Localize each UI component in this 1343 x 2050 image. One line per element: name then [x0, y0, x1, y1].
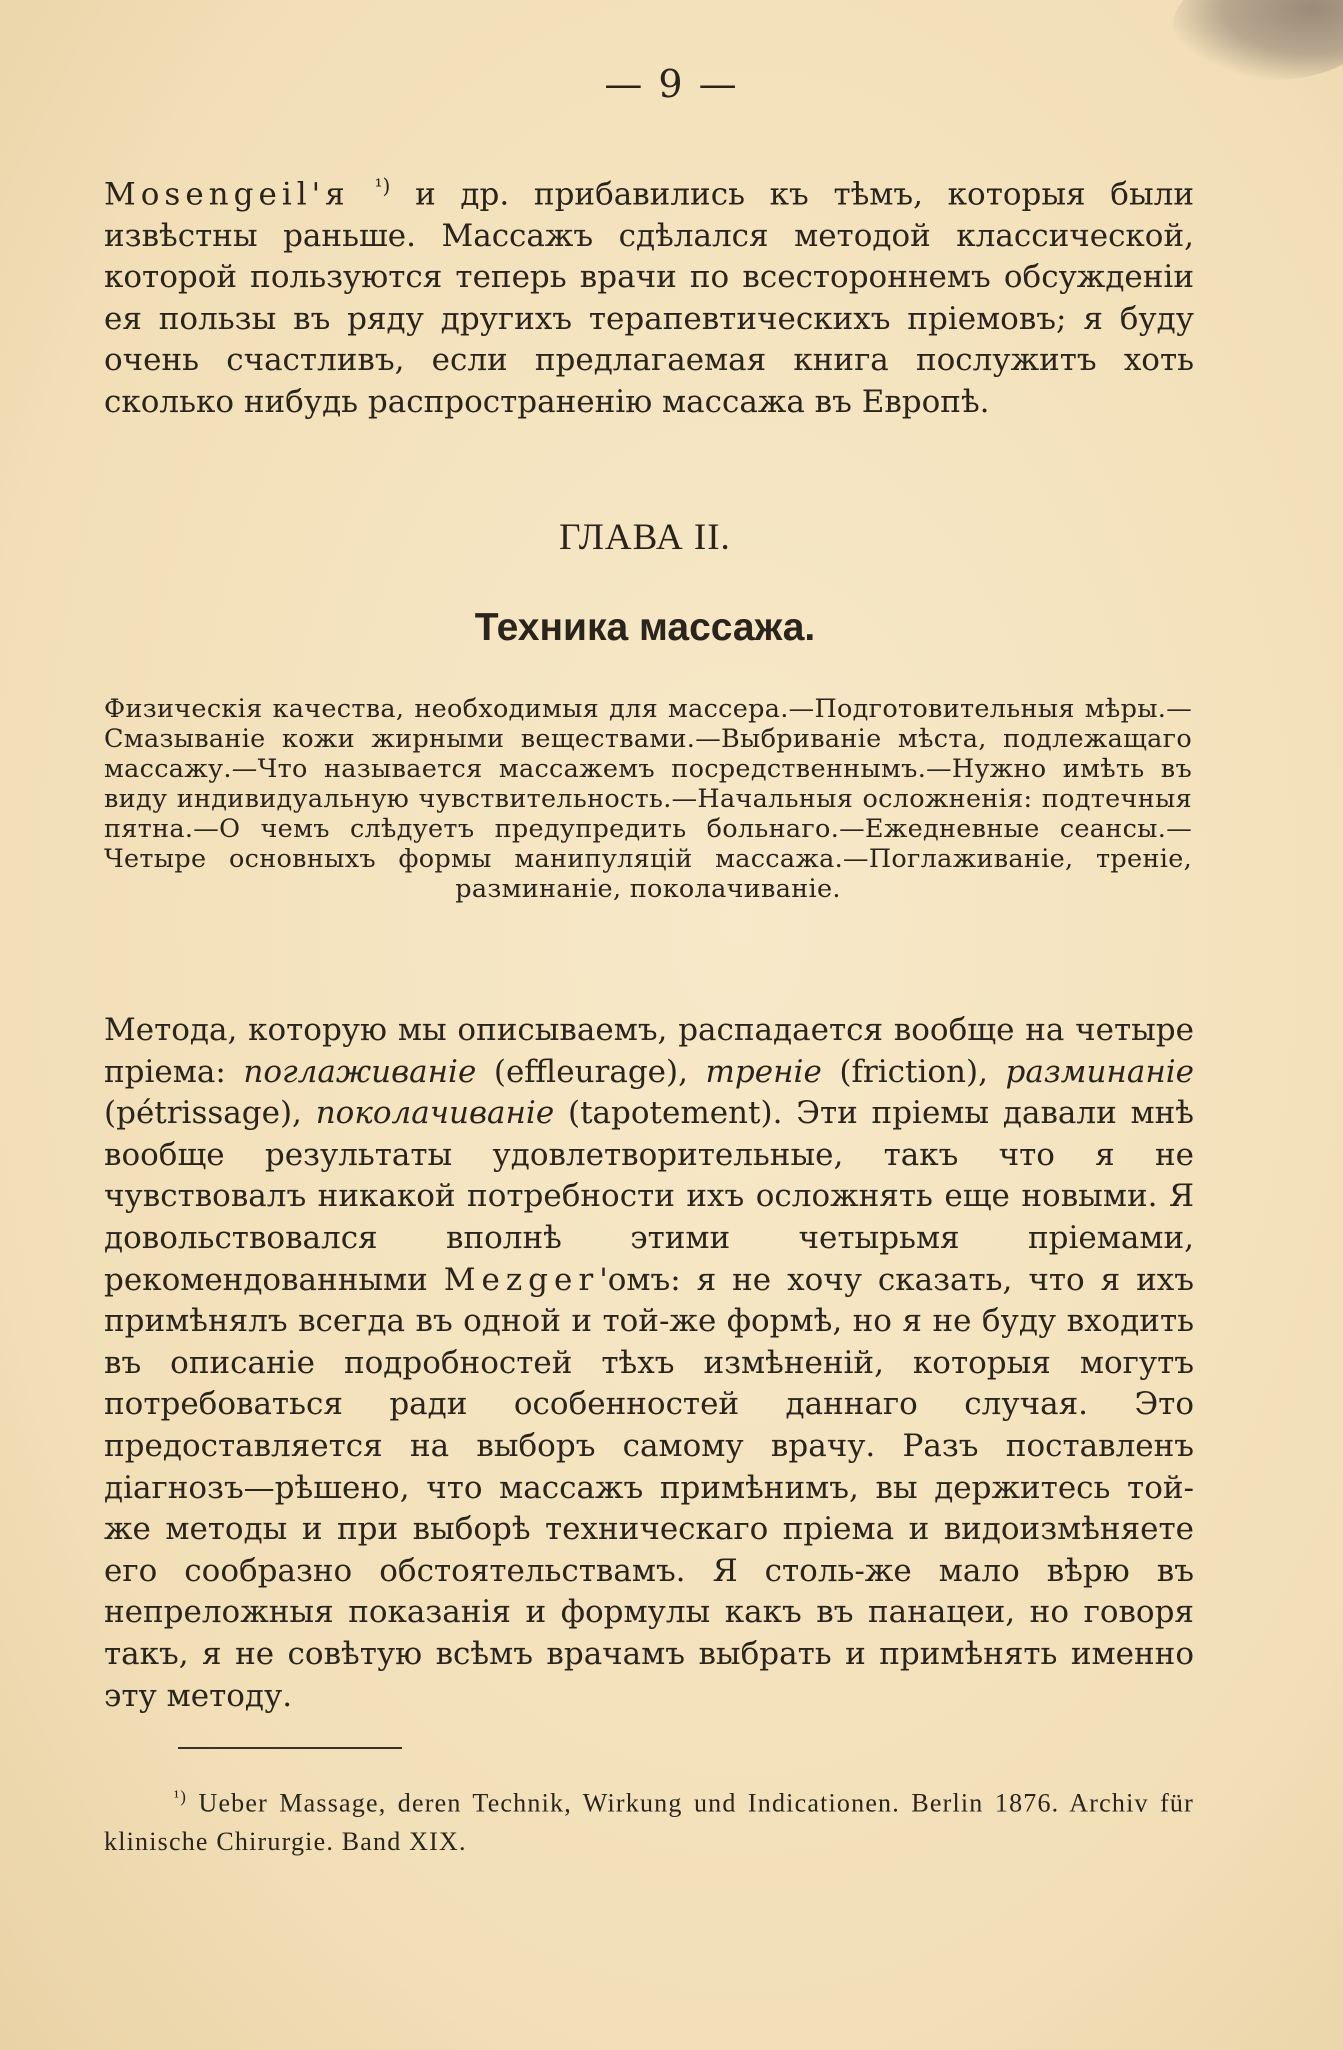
french-term-4: (tapotement).	[554, 1095, 797, 1132]
footnote	[104, 1778, 1194, 1861]
body-text-2: Эти пріемы давали мнѣ вообще результаты удовлетворительные, такъ что я не чувствовалъ никакой потребности ихъ осложнять еще новыми. Я довольствовался вполнѣ этими четырьмя пріемами, рекомендованными	[104, 1095, 1194, 1298]
term-petrissage: разминаніе	[1005, 1053, 1194, 1090]
page-number: — 9 —	[604, 62, 739, 106]
term-tapotement: поколачиваніе	[315, 1095, 555, 1132]
footnote-reference: ¹)	[374, 174, 391, 198]
author-mezger: Mezger	[443, 1261, 600, 1298]
chapter-label: ГЛАВА II.	[559, 517, 731, 558]
chapter-summary: Физическія качества, необходимыя для массера.—Подготовительныя мѣры.—Смазываніе кожи жирными веществами.—Выбриваніе мѣста, подлежащаго массажу.—Что называется массажемъ посредственнымъ.—Нужно имѣть въ виду индивидуальную чувствительность.—Начальныя осложненія: подтечныя пятна.—О чемъ слѣдуетъ предупредить больнаго.—Ежедневные сеансы.—Четыре основныхъ формы манипуляцій массажа.—Поглаживаніе, треніе, разминаніе, поколачиваніе.	[104, 694, 1192, 904]
body-paragraph	[104, 1010, 1194, 1717]
term-effleurage: поглаживаніе	[243, 1053, 477, 1090]
body-text-3: 'омъ: я не хочу сказать, что я ихъ примѣнялъ всегда въ одной и той-же формѣ, но я не буду входить въ описаніе подробностей тѣхъ измѣненій, которыя могутъ потребоваться ради особенностей даннаго случая. Это предоставляется на выборъ самому врачу. Разъ поставленъ діагнозъ—рѣшено, что массажъ примѣнимъ, вы держитесь той-же методы и при выборѣ техническаго пріема и видоизмѣняете его сообразно обстоятельствамъ. Я столь-же мало вѣрю въ непреложныя показанія и формулы какъ въ панацеи, но говоря такъ, я не совѣтую всѣмъ врачамъ выбрать и примѣнять именно эту методу.	[104, 1261, 1194, 1714]
term-friction: треніе	[705, 1053, 822, 1090]
body-text-1: Метода, которую мы описываемъ, распадается вообще на четыре пріема:	[104, 1012, 1194, 1090]
intro-text: и др. прибавились къ тѣмъ, которыя были извѣстны раньше. Массажъ сдѣлался методой классической, которой пользуются теперь врачи по всестороннемъ обсужденіи ея пользы въ ряду другихъ терапевтическихъ пріемовъ; я буду очень счастливъ, если предлагаемая книга послужитъ хоть сколько нибудь распространенію массажа въ Европѣ.	[104, 176, 1194, 420]
chapter-title: Техника массажа.	[474, 606, 816, 649]
footnote-mark: ¹)	[174, 1787, 188, 1806]
footnote-text: Ueber Massage, deren Technik, Wirkung und Indicationen. Berlin 1876. Archiv für klinische Chirurgie. Band XIX.	[104, 1788, 1194, 1856]
author-name: Mosengeil'я	[104, 176, 350, 213]
footnote-separator	[178, 1747, 402, 1749]
french-term-3: (pétrissage),	[104, 1095, 316, 1132]
intro-paragraph	[104, 166, 1194, 423]
french-term-2: (friction),	[821, 1053, 1006, 1090]
french-term-1: (effleurage),	[476, 1053, 706, 1090]
